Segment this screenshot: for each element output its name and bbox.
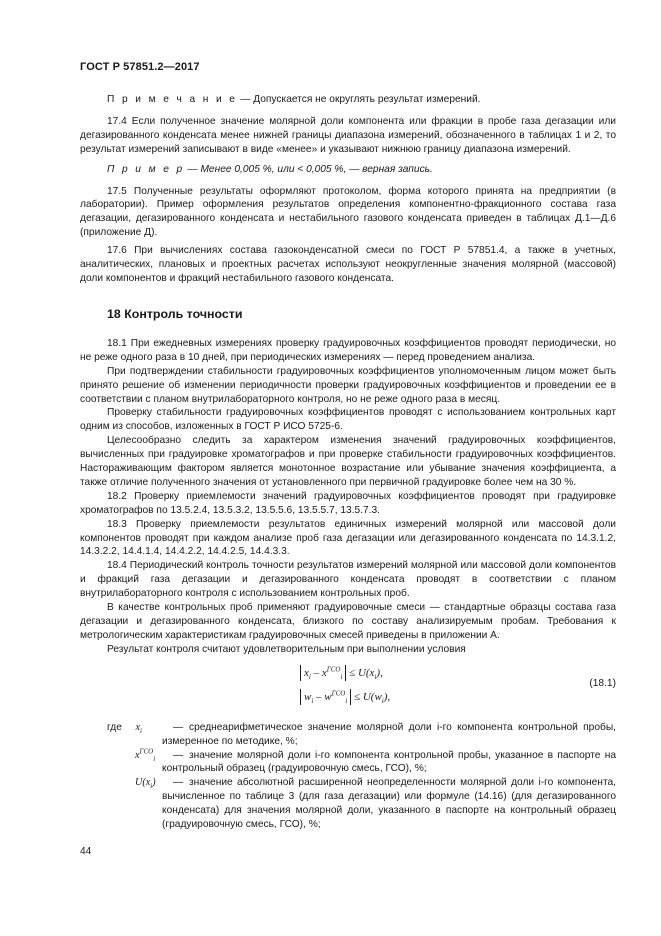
definition-symbol: $x_i$ <box>135 721 142 735</box>
paragraph-17-5: 17.5 Полученные результаты оформляют протоколом, форма которого принята на предприятии (в лаборатории). Пример оформления результатов определения компонентно-фракционного состава газа дегазации, дегазированного конденсата и нестабильного газового конденсата приведен в таблицах Д.1—Д.6 (приложение Д). <box>80 185 616 239</box>
paragraph-18-3: 18.3 Проверку приемлемости результатов единичных измерений молярной или массовой доли компонентов проводят при каждом анализе проб газа дегазации или дегазированного конденсата по 14.3.1.2, 14.3.2.2, 14.4.1.4, 14.4.2.2, 14.4.2.5, 14.4.3.3. <box>80 518 616 558</box>
paragraph-18-1: 18.1 При ежедневных измерениях проверку градуировочных коэффициентов проводят периодически, но не реже одного раза в 10 дней, при периодических измерениях — перед проведением анализа. <box>80 337 616 363</box>
paragraph-17-6: 17.6 При вычислениях состава газоконденсатной смеси по ГОСТ Р 57851.4, а также в учетных, аналитических, плановых и проектных расчетах используют неокругленные значения молярной (массовой) доли компонентов и фракций нестабильного газового конденсата. <box>80 245 616 284</box>
section-heading-18: 18 Контроль точности <box>107 306 243 321</box>
definition-item <box>80 776 616 832</box>
definition-text: среднеарифметическое значение молярной доли i-го компонента контрольной пробы, измеренное по методике, %; <box>162 721 616 747</box>
document-header: ГОСТ Р 57851.2—2017 <box>80 61 200 73</box>
example-text: — Менее 0,005 %, или < 0,005 %, — верная запись. <box>184 163 433 175</box>
paragraph-18-1-b: При подтверждении стабильности градуировочных коэффициентов уполномоченным лицом может быть принято решение об изменении периодичности проверки градуировочных коэффициентов и проведении ее в соответствии с планом внутрилабораторного контроля, но не реже одного раза в месяц. <box>80 365 616 405</box>
example-paragraph <box>80 163 616 177</box>
definition-dash: — <box>173 721 184 733</box>
paragraph-18-4-c: Результат контроля считают удовлетворительным при выполнении условия <box>107 643 466 655</box>
definition-text: значение абсолютной расширенной неопределенности молярной доли i-го компонента, вычисленное по таблице 3 (для газа дегазации) или формуле (14.16) (для дегазированного конденсата) для значения молярной доли, указанного в паспорте на контрольный образец (градуировочную смесь, ГСО), %; <box>162 777 616 831</box>
paragraph-18-4: 18.4 Периодический контроль точности результатов измерений молярной или массовой доли компонентов и фракций газа дегазации и дегазированного конденсата проводят в соответствии с планом внутрилабораторного контроля с использованием контрольных проб. <box>80 560 616 600</box>
definition-text: значение молярной доли i-го компонента контрольной пробы, указанное в паспорте на контрольный образец (градуировочную смесь, ГСО), %; <box>162 749 616 775</box>
paragraph-18-2: 18.2 Проверку приемлемости значений градуировочных коэффициентов проводят при градуировке хроматографов по 13.5.2.4, 13.5.3.2, 13.5.5.6, 13.5.5.7, 13.5.7.3. <box>80 490 616 516</box>
definition-symbol: $U(x_i)$ <box>135 777 156 791</box>
formula-line-1: $x_i - x^{ГСО}_i \le U(x_i)$, <box>300 665 383 681</box>
definition-dash: — <box>173 749 184 761</box>
paragraph-17-4: 17.4 Если полученное значение молярной доли компонента или фракции в пробе газа дегазации или дегазированного конденсата менее нижней границы диапазона измерений, обозначенного в таблицах 1 и 2, то результат измерений записывают в виде «менее» и указывают нижнюю границу диапазона измерений. <box>80 115 616 155</box>
definition-item <box>80 749 616 777</box>
note-paragraph <box>80 93 616 107</box>
definition-item <box>80 721 616 749</box>
definition-symbol: $x^{ГСО}_i$ <box>135 747 156 763</box>
note-label: П р и м е ч а н и е <box>107 94 238 105</box>
formula-line-2: $w_i - w^{ГСО}_i \le U(w_i)$, <box>300 689 390 705</box>
formula-18-1 <box>80 665 616 715</box>
definitions-list <box>80 721 616 832</box>
where-label: где <box>107 721 122 733</box>
note-text: — Допускается не округлять результат измерений. <box>237 94 481 105</box>
equation-number: (18.1) <box>589 677 616 689</box>
paragraph-18-1-c: Проверку стабильности градуировочных коэффициентов проводят с использованием контрольных карт одним из способов, изложенных в ГОСТ Р ИСО 5725-6. <box>80 407 616 433</box>
paragraph-18-1-d: Целесообразно следить за характером изменения значений градуировочных коэффициентов, вычисленных при градуировке хроматографов и при проверке стабильности градуировочных коэффициентов. Настораживающим фактором является монотонное возрастание или убывание значения коэффициента, а также отличие полученного значения от установленного при первичной градуировке более чем на 30 %. <box>80 435 616 488</box>
example-label: П р и м е р <box>107 163 185 175</box>
document-body <box>80 93 616 832</box>
page-number: 44 <box>80 846 92 857</box>
abs-value-1: $x_i - x^{ГСО}_i$ <box>300 665 346 681</box>
paragraph-18-4-b: В качестве контрольных проб применяют градуировочные смеси — стандартные образцы состава газа дегазации и дегазированного конденсата, близкого по составу анализируемым пробам. Требования к метрологическим характеристикам градуировочных смесей приведены в приложении А. <box>80 602 616 641</box>
definition-dash: — <box>173 777 184 789</box>
abs-value-2: $w_i - w^{ГСО}_i$ <box>300 689 351 705</box>
